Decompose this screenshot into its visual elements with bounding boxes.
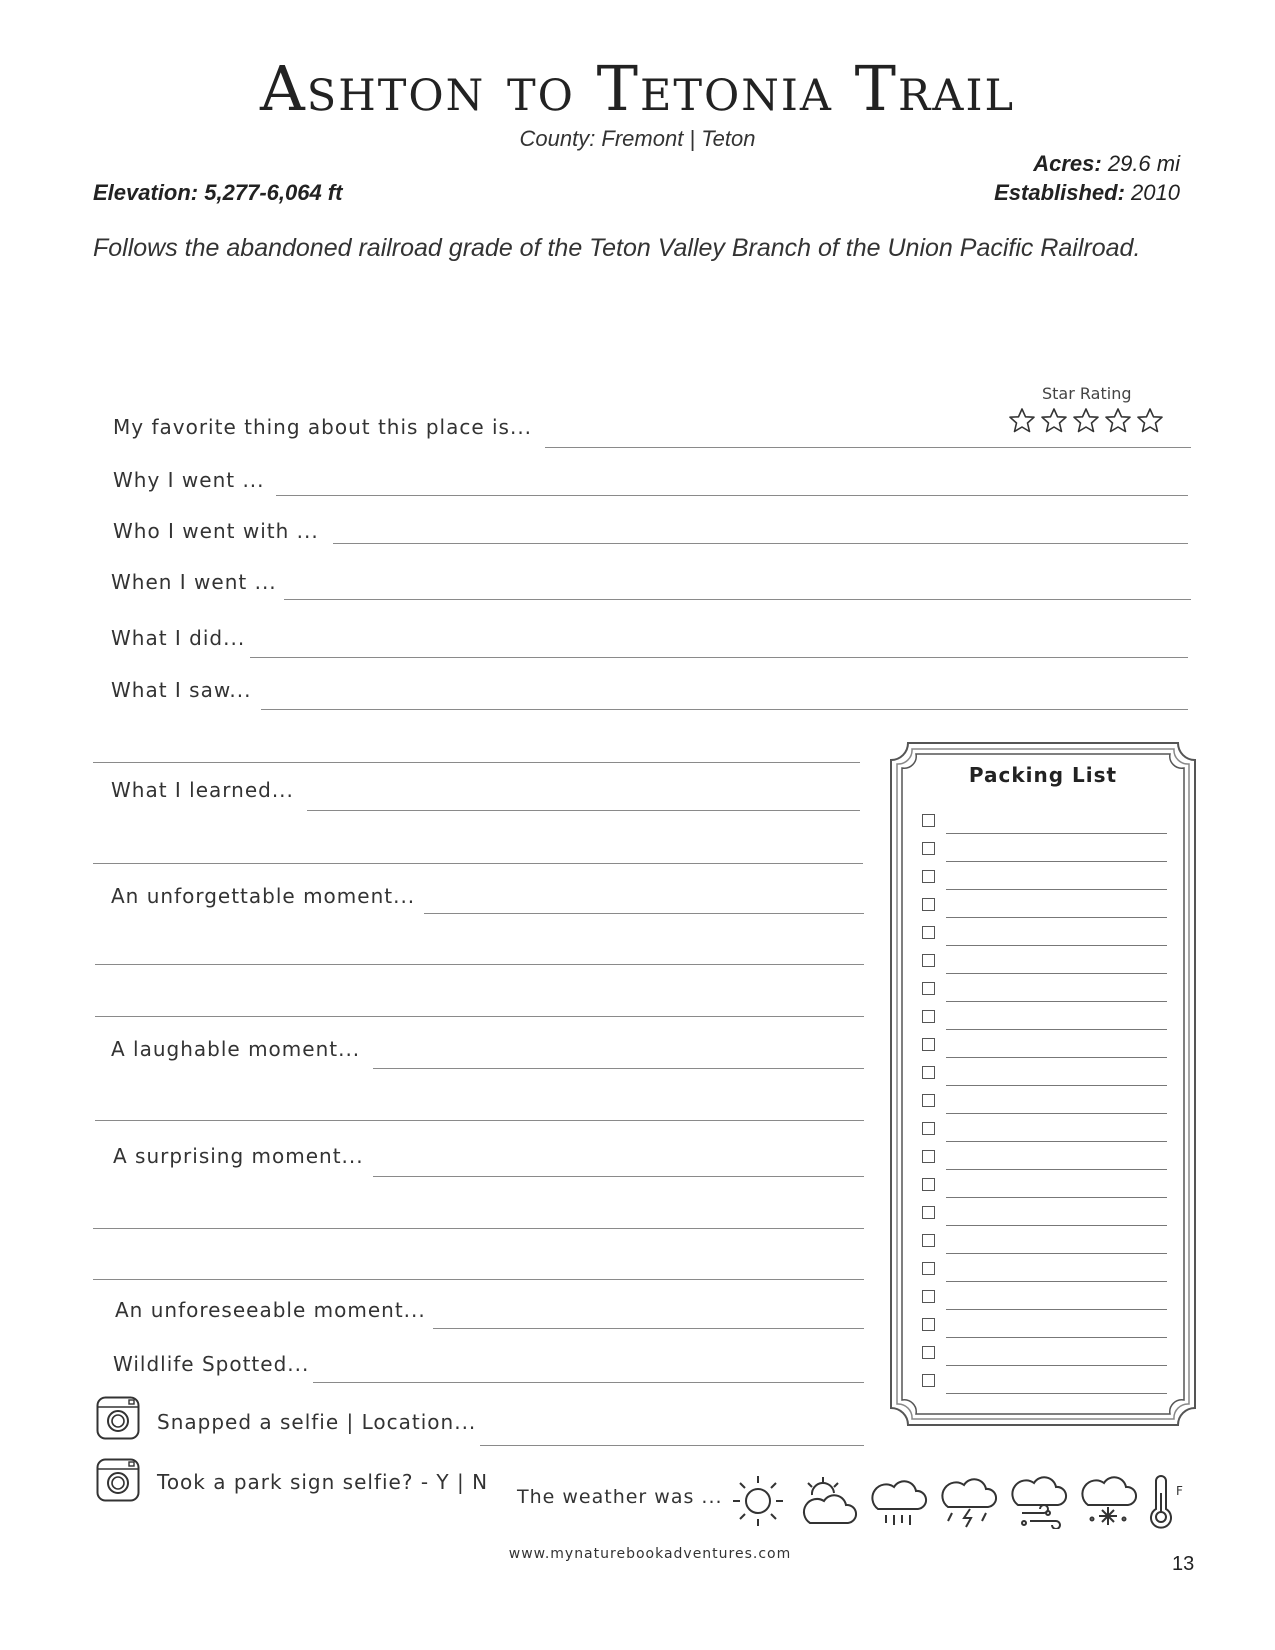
checkbox[interactable] <box>922 1094 935 1107</box>
elevation-value: 5,277-6,064 ft <box>204 180 343 205</box>
established-info <box>994 180 1180 206</box>
county-info: County: Fremont | Teton <box>519 126 756 151</box>
prompt-surprising: A surprising moment... <box>113 1144 364 1168</box>
checkbox[interactable] <box>922 1206 935 1219</box>
wildlife-line[interactable] <box>313 1382 864 1383</box>
checkbox[interactable] <box>922 870 935 883</box>
prompt-why: Why I went ... <box>113 468 265 492</box>
packing-item[interactable] <box>922 950 1167 974</box>
star-4-icon[interactable] <box>1106 409 1130 432</box>
item-line[interactable] <box>946 1029 1167 1030</box>
item-line[interactable] <box>946 1337 1167 1338</box>
checkbox[interactable] <box>922 1374 935 1387</box>
unforgettable-line-3[interactable] <box>95 1016 864 1017</box>
prompt-weather: The weather was ... <box>517 1486 723 1508</box>
packing-item[interactable] <box>922 1342 1167 1366</box>
checkbox[interactable] <box>922 814 935 827</box>
checkbox[interactable] <box>922 1122 935 1135</box>
surprising-line[interactable] <box>373 1176 864 1177</box>
item-line[interactable] <box>946 1085 1167 1086</box>
packing-list-title: Packing List <box>968 763 1118 787</box>
item-line[interactable] <box>946 945 1167 946</box>
packing-item[interactable] <box>922 1230 1167 1254</box>
checkbox[interactable] <box>922 1234 935 1247</box>
elevation-info <box>93 180 342 206</box>
checkbox[interactable] <box>922 898 935 911</box>
established-label: Established: <box>994 180 1125 205</box>
item-line[interactable] <box>946 1113 1167 1114</box>
star-1-icon[interactable] <box>1010 409 1034 432</box>
packing-item[interactable] <box>922 1174 1167 1198</box>
trail-description: Follows the abandoned railroad grade of the Teton Valley Branch of the Union Pacific Railroad. <box>93 234 1141 262</box>
thunderstorm-icon[interactable] <box>942 1479 996 1527</box>
item-line[interactable] <box>946 889 1167 890</box>
acres-label: Acres: <box>1033 151 1102 176</box>
prompt-favorite: My favorite thing about this place is... <box>113 415 533 439</box>
checkbox[interactable] <box>922 1318 935 1331</box>
thermometer-icon[interactable] <box>1151 1476 1171 1528</box>
packing-item[interactable] <box>922 1258 1167 1282</box>
item-line[interactable] <box>946 1225 1167 1226</box>
why-line[interactable] <box>276 495 1188 496</box>
packing-item[interactable] <box>922 1286 1167 1310</box>
did-line[interactable] <box>250 657 1188 658</box>
checkbox[interactable] <box>922 954 935 967</box>
weather-icons <box>730 1473 1240 1529</box>
unforeseeable-line[interactable] <box>433 1328 864 1329</box>
item-line[interactable] <box>946 1001 1167 1002</box>
packing-item[interactable] <box>922 978 1167 1002</box>
checkbox[interactable] <box>922 1066 935 1079</box>
thermometer-unit: F <box>1176 1484 1183 1498</box>
prompt-laughable: A laughable moment... <box>111 1037 361 1061</box>
item-line[interactable] <box>946 1281 1167 1282</box>
acres-info <box>1033 151 1180 177</box>
saw-line[interactable] <box>261 709 1188 710</box>
learned-line[interactable] <box>307 810 860 811</box>
acres-value: 29.6 mi <box>1107 151 1180 176</box>
item-line[interactable] <box>946 1393 1167 1394</box>
packing-item[interactable] <box>922 922 1167 946</box>
checkbox[interactable] <box>922 926 935 939</box>
item-line[interactable] <box>946 861 1167 862</box>
checkbox[interactable] <box>922 1290 935 1303</box>
item-line[interactable] <box>946 973 1167 974</box>
partly-cloudy-icon[interactable] <box>804 1477 856 1523</box>
learned-line-2[interactable] <box>93 863 863 864</box>
laughable-line[interactable] <box>373 1068 864 1069</box>
established-value: 2010 <box>1131 180 1180 205</box>
surprising-line-2[interactable] <box>93 1228 864 1229</box>
checkbox[interactable] <box>922 1346 935 1359</box>
unforgettable-line-2[interactable] <box>95 964 864 965</box>
packing-item[interactable] <box>922 866 1167 890</box>
who-line[interactable] <box>333 543 1188 544</box>
packing-item[interactable] <box>922 1090 1167 1114</box>
checkbox[interactable] <box>922 1038 935 1051</box>
star-rating[interactable] <box>1008 405 1168 437</box>
rain-icon[interactable] <box>872 1481 926 1525</box>
when-line[interactable] <box>284 599 1191 600</box>
surprising-line-3[interactable] <box>93 1279 864 1280</box>
packing-item[interactable] <box>922 894 1167 918</box>
star-5-icon[interactable] <box>1138 409 1162 432</box>
star-2-icon[interactable] <box>1042 409 1066 432</box>
unforgettable-line[interactable] <box>424 913 864 914</box>
prompt-did: What I did... <box>111 626 246 650</box>
prompt-unforeseeable: An unforeseeable moment... <box>115 1298 426 1322</box>
item-line[interactable] <box>946 1253 1167 1254</box>
packing-item[interactable] <box>922 810 1167 834</box>
packing-item[interactable] <box>922 1062 1167 1086</box>
checkbox[interactable] <box>922 842 935 855</box>
star-rating-label: Star Rating <box>1042 384 1132 403</box>
prompt-who: Who I went with ... <box>113 519 319 543</box>
windy-icon[interactable] <box>1012 1477 1066 1529</box>
footer-url: www.mynaturebookadventures.com <box>508 1546 792 1562</box>
prompt-saw: What I saw... <box>111 678 252 702</box>
checkbox[interactable] <box>922 1150 935 1163</box>
laughable-line-2[interactable] <box>95 1120 864 1121</box>
selfie-location-line[interactable] <box>480 1445 864 1446</box>
star-3-icon[interactable] <box>1074 409 1098 432</box>
item-line[interactable] <box>946 833 1167 834</box>
sun-icon[interactable] <box>733 1476 783 1526</box>
item-line[interactable] <box>946 1057 1167 1058</box>
item-line[interactable] <box>946 1169 1167 1170</box>
item-line[interactable] <box>946 1309 1167 1310</box>
item-line[interactable] <box>946 1365 1167 1366</box>
snow-icon[interactable] <box>1082 1477 1136 1525</box>
packing-item[interactable] <box>922 1146 1167 1170</box>
checkbox[interactable] <box>922 1262 935 1275</box>
packing-item[interactable] <box>922 1370 1167 1394</box>
checkbox[interactable] <box>922 1010 935 1023</box>
item-line[interactable] <box>946 1141 1167 1142</box>
camera-icon <box>96 1458 140 1502</box>
prompt-wildlife: Wildlife Spotted... <box>113 1352 310 1376</box>
item-line[interactable] <box>946 917 1167 918</box>
extra-line[interactable] <box>93 762 860 763</box>
prompt-sign-selfie: Took a park sign selfie? - Y | N <box>157 1470 489 1494</box>
prompt-when: When I went ... <box>111 570 277 594</box>
page-number: 13 <box>1172 1553 1195 1575</box>
checkbox[interactable] <box>922 1178 935 1191</box>
page-title: Ashton to Tetonia Trail <box>259 52 1015 125</box>
packing-item[interactable] <box>922 1314 1167 1338</box>
item-line[interactable] <box>946 1197 1167 1198</box>
packing-item[interactable] <box>922 1006 1167 1030</box>
checkbox[interactable] <box>922 982 935 995</box>
packing-item[interactable] <box>922 1118 1167 1142</box>
favorite-line[interactable] <box>545 447 1191 448</box>
packing-item[interactable] <box>922 1034 1167 1058</box>
packing-item[interactable] <box>922 838 1167 862</box>
elevation-label: Elevation: <box>93 180 199 205</box>
prompt-selfie: Snapped a selfie | Location... <box>157 1410 477 1434</box>
camera-icon <box>96 1396 140 1440</box>
prompt-learned: What I learned... <box>111 778 294 802</box>
prompt-unforgettable: An unforgettable moment... <box>111 884 416 908</box>
packing-item[interactable] <box>922 1202 1167 1226</box>
